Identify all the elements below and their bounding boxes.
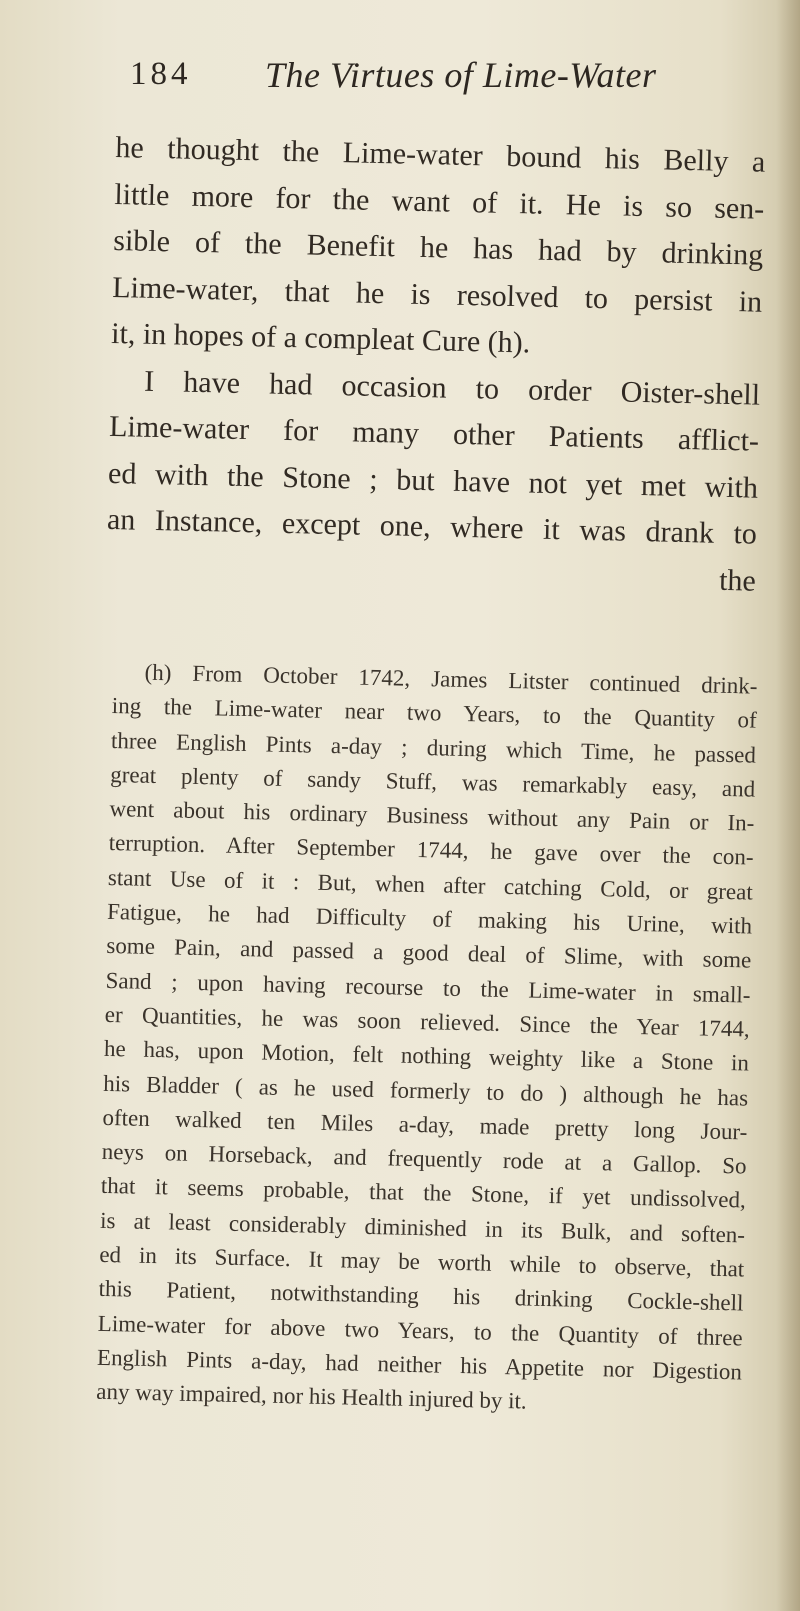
- footnote-line: terruption. After September 1744, he gave over the con-: [108, 830, 754, 871]
- text-line: an Instance, except one, where it was drank to: [106, 502, 758, 551]
- text-line: sible of the Benefit he has had by drinking: [113, 223, 764, 272]
- footnote-line: three English Pints a-day ; during which Time, he passed: [110, 727, 757, 768]
- footnote-line: er Quantities, he was soon relieved. Since the Year 1744,: [104, 1001, 750, 1042]
- footnote: [96, 655, 758, 1424]
- footnote-line: Sand ; upon having recourse to the Lime-water in small-: [105, 967, 751, 1008]
- text-line: little more for the want of it. He is so sen-: [114, 177, 765, 226]
- footnote-line: Lime-water for above two Years, to the Quantity of three: [97, 1310, 743, 1351]
- footnote-line: that it seems probable, that the Stone, if yet undissolved,: [100, 1173, 747, 1213]
- text-line: Lime-water for many other Patients afflict-: [108, 409, 760, 458]
- text-line: ed with the Stone ; but have not yet met with: [107, 456, 759, 505]
- footnote-line: often walked ten Miles a-day, made pretty long Jour-: [102, 1104, 748, 1145]
- footnote-line: is at least considerably diminished in its Bulk, and soften-: [99, 1207, 746, 1248]
- text-line: I have had occasion to order Oister-shell: [143, 364, 761, 412]
- text-line: it, in hopes of a compleat Cure (h).: [110, 316, 531, 360]
- footnote-line: neys on Horseback, and frequently rode at a Gallop. So: [101, 1139, 747, 1179]
- text-line: he thought the Lime-water bound his Belly a: [115, 130, 766, 179]
- catchword: the: [718, 563, 757, 598]
- page-edge-shadow: [776, 0, 800, 1611]
- footnote-line: great plenty of sandy Stuff, was remarkably easy, and: [110, 761, 756, 802]
- footnote-line: ing the Lime-water near two Years, to the Quantity of: [111, 693, 757, 733]
- footnote-line: this Patient, notwithstanding his drinking Cockle-shell: [98, 1276, 744, 1316]
- footnote-line: his Bladder ( as he used formerly to do ) although he has: [103, 1070, 749, 1111]
- footnote-line: English Pints a-day, had neither his Appetite nor Digestion: [96, 1344, 743, 1385]
- page-header: [120, 48, 760, 108]
- footnote-line: some Pain, and passed a good deal of Slime, with some: [106, 933, 752, 973]
- page-number: 184: [130, 56, 192, 92]
- footnote-line: Fatigue, he had Difficulty of making his Urine, with: [106, 899, 753, 939]
- footnote-line: ed in its Surface. It may be worth while to observe, that: [99, 1241, 745, 1282]
- footnote-line: any way impaired, nor his Health injured by it.: [96, 1379, 527, 1414]
- main-text: [105, 125, 765, 605]
- footnote-line: stant Use of it : But, when after catching Cold, or great: [107, 864, 754, 905]
- footnote-line: he has, upon Motion, felt nothing weighty like a Stone in: [103, 1036, 750, 1076]
- running-title: The Virtues of Lime-Water: [265, 55, 657, 95]
- footnote-line: went about his ordinary Business without any Pain or In-: [109, 796, 755, 836]
- text-line: Lime-water, that he is resolved to persist in: [111, 270, 763, 319]
- footnote-line: (h) From October 1742, James Litster continued drink-: [144, 659, 758, 699]
